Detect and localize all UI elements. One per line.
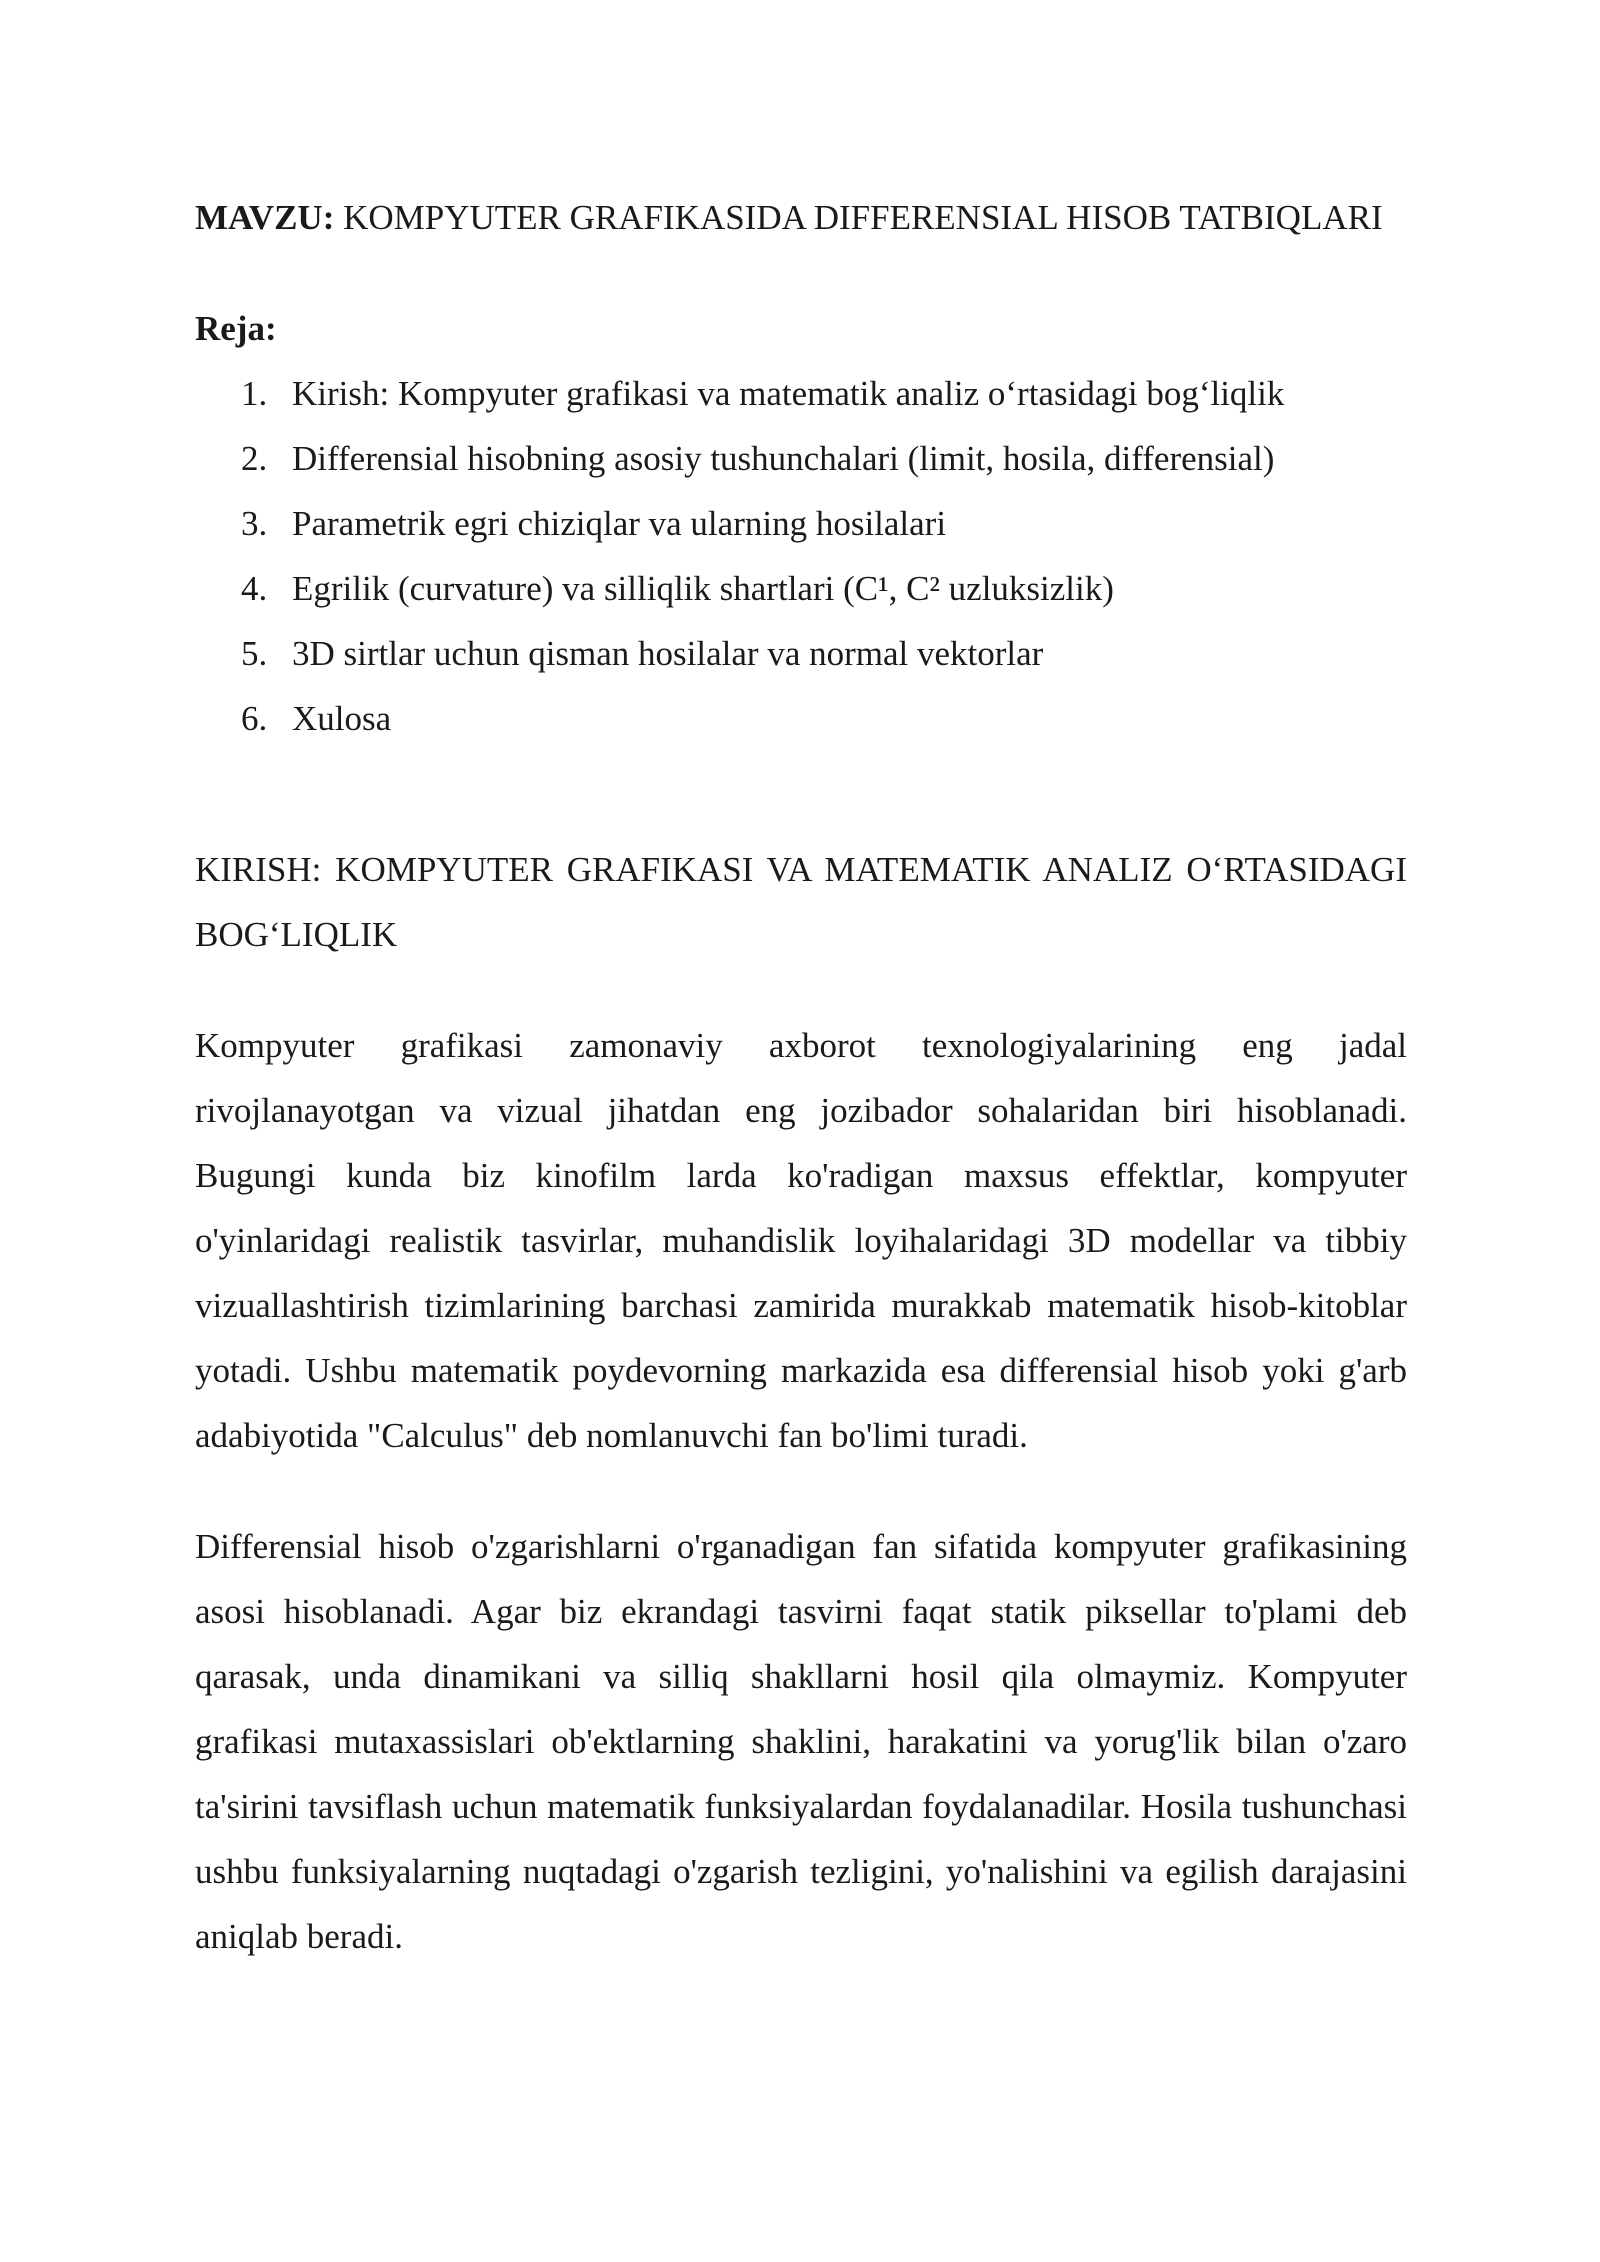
plan-item-number: 4.	[241, 569, 268, 608]
plan-item-text: Differensial hisobning asosiy tushunchalari (limit, hosila, differensial)	[292, 439, 1275, 478]
plan-item-text: Egrilik (curvature) va silliqlik shartlari (C¹, C² uzluksizlik)	[292, 569, 1114, 608]
plan-item	[241, 426, 1407, 491]
plan-item	[241, 491, 1407, 556]
plan-item-number: 2.	[241, 439, 268, 478]
plan-item	[241, 621, 1407, 686]
title-label: MAVZU:	[195, 198, 335, 237]
document-title	[195, 185, 1407, 250]
plan-item-text: 3D sirtlar uchun qisman hosilalar va normal vektorlar	[292, 634, 1044, 673]
plan-item-number: 3.	[241, 504, 268, 543]
section-heading: KIRISH: KOMPYUTER GRAFIKASI VA MATEMATIK ANALIZ O‘RTASIDAGI BOG‘LIQLIK	[195, 850, 1407, 954]
plan-list	[195, 361, 1407, 751]
plan-item	[241, 686, 1407, 751]
plan-item-number: 5.	[241, 634, 268, 673]
plan-heading: Reja:	[195, 309, 277, 348]
title-text: KOMPYUTER GRAFIKASIDA DIFFERENSIAL HISOB TATBIQLARI	[343, 198, 1383, 237]
plan-item-number: 6.	[241, 699, 268, 738]
plan-item	[241, 556, 1407, 621]
plan-item	[241, 361, 1407, 426]
document-body	[195, 185, 1407, 1969]
plan-item-text: Xulosa	[292, 699, 392, 738]
plan-item-text: Kirish: Kompyuter grafikasi va matematik analiz o‘rtasidagi bog‘liqlik	[292, 374, 1285, 413]
plan-item-text: Parametrik egri chiziqlar va ularning hosilalari	[292, 504, 947, 543]
plan-item-number: 1.	[241, 374, 268, 413]
body-paragraph: Kompyuter grafikasi zamonaviy axborot texnologiyalarining eng jadal rivojlanayotgan va vizual jihatdan eng jozibador sohalaridan biri hisoblanadi. Bugungi kunda biz kinofilm larda ko'radigan maxsus effektlar, kompyuter o'yinlaridagi realistik tasvirlar, muhandislik loyihalaridagi 3D modellar va tibbiy vizuallashtirish tizimlarining barchasi zamirida murakkab matematik hisob-kitoblar yotadi. Ushbu matematik poydevorning markazida esa differensial hisob yoki g'arb adabiyotida "Calculus" deb nomlanuvchi fan bo'limi turadi.	[195, 1026, 1407, 1455]
body-paragraph: Differensial hisob o'zgarishlarni o'rganadigan fan sifatida kompyuter grafikasining asosi hisoblanadi. Agar biz ekrandagi tasvirni faqat statik piksellar to'plami deb qarasak, unda dinamikani va silliq shakllarni hosil qila olmaymiz. Kompyuter grafikasi mutaxassislari ob'ektlarning shaklini, harakatini va yorug'lik bilan o'zaro ta'sirini tavsiflash uchun matematik funksiyalardan foydalanadilar. Hosila tushunchasi ushbu funksiyalarning nuqtadagi o'zgarish tezligini, yo'nalishini va egilish darajasini aniqlab beradi.	[195, 1527, 1407, 1956]
